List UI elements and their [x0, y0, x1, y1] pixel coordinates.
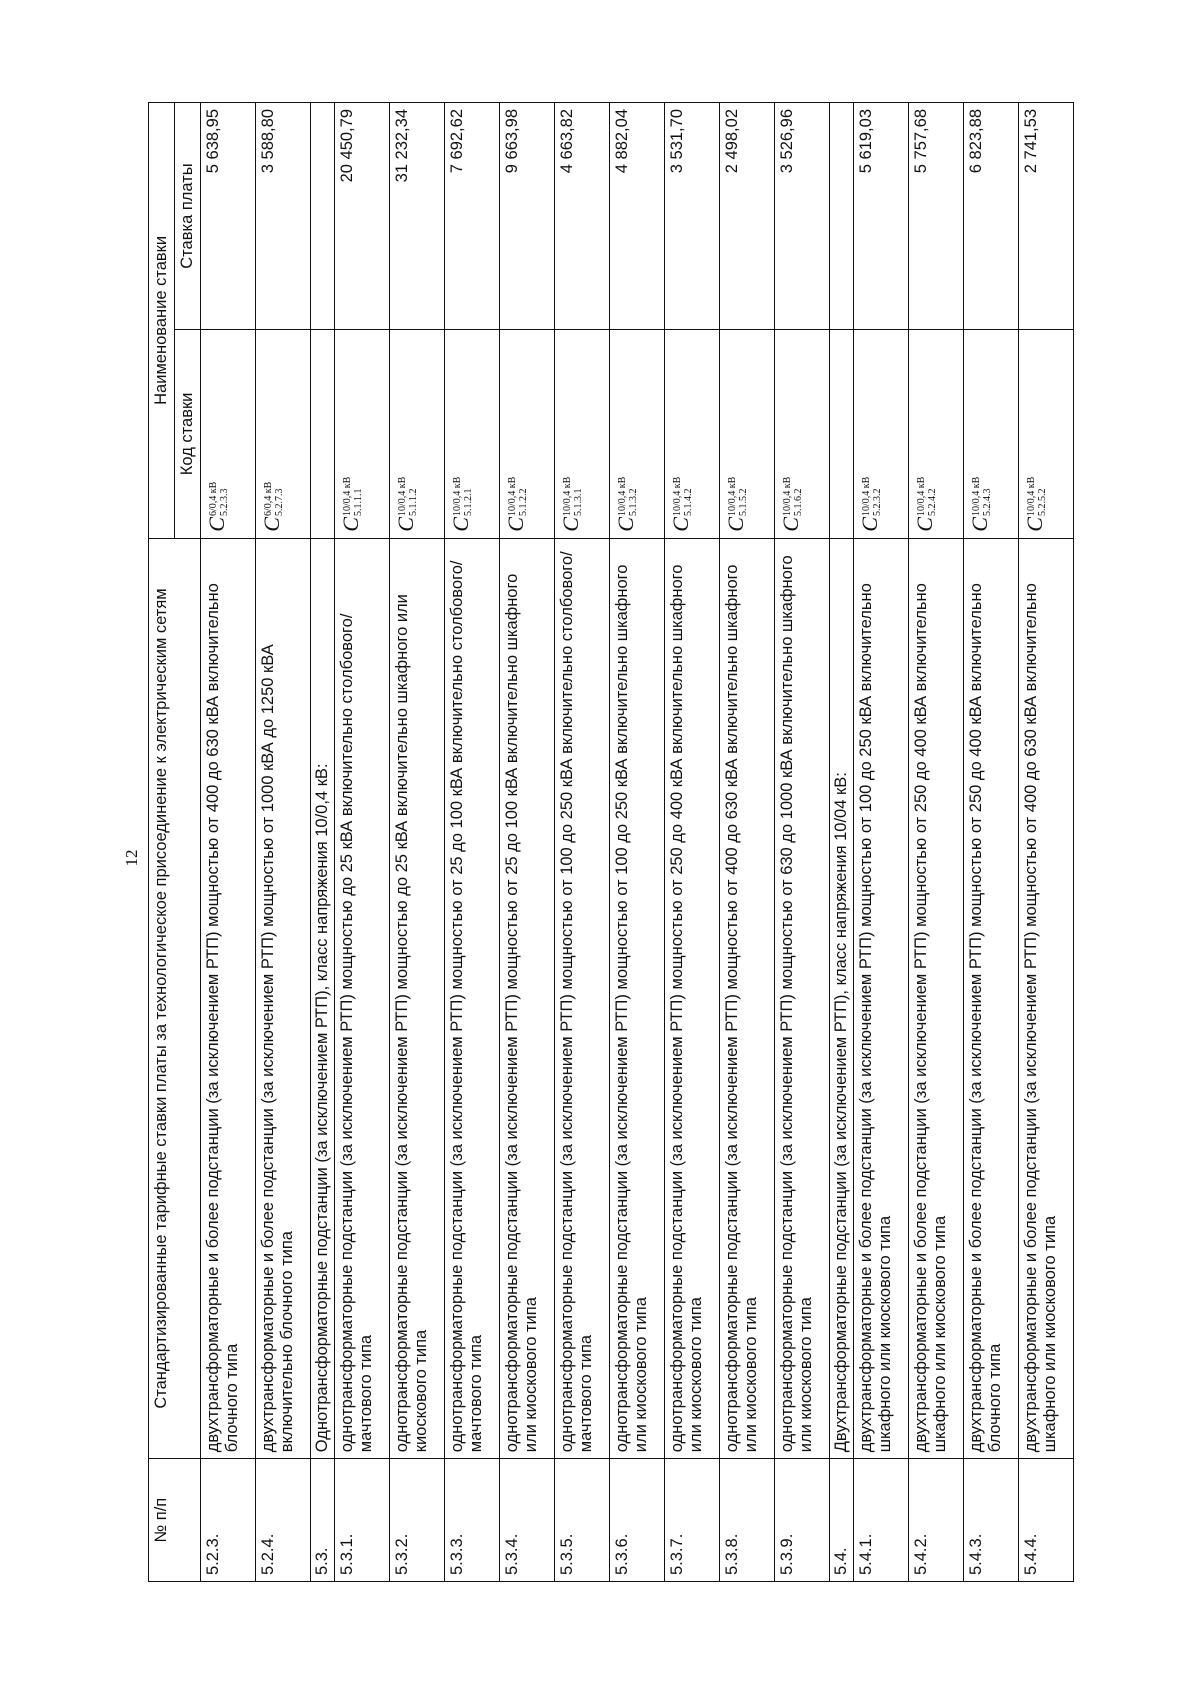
row-code [853, 330, 908, 539]
row-value: 3 531,70 [664, 103, 719, 330]
row-description: однотрансформаторные подстанции (за исключением РТП) мощностью от 100 до 250 кВА включительно столбового/мачтового типа [554, 538, 609, 1459]
rate-code-sup: 10/0,4 кВ [781, 476, 793, 517]
table-row [609, 103, 664, 1582]
row-code [719, 330, 774, 539]
table-row [499, 103, 554, 1582]
row-number: 5.2.3. [200, 1459, 255, 1582]
rate-code-sup: 10/0,4 кВ [451, 476, 463, 517]
row-description: однотрансформаторные подстанции (за исключением РТП) мощностью до 25 кВА включительно шкафного или киоскового типа [389, 538, 444, 1459]
section-row [310, 103, 334, 1582]
rate-code: C 10/0,4 кВ 5.1.1.2 [392, 476, 419, 532]
row-value: 4 663,82 [554, 103, 609, 330]
rate-code-sup: 10/0,4 кВ [915, 476, 927, 517]
row-code [908, 330, 963, 539]
table-row [853, 103, 908, 1582]
table-row [255, 103, 310, 1582]
table-row [1018, 103, 1073, 1582]
rate-code-sub: 5.1.2.2 [517, 488, 529, 517]
table-row [719, 103, 774, 1582]
rate-code: C 10/0,4 кВ 5.1.4.2 [667, 476, 694, 532]
rate-code-sup: 10/0,4 кВ [860, 476, 872, 517]
section-row [829, 103, 853, 1582]
row-number: 5.2.4. [255, 1459, 310, 1582]
row-code [444, 330, 499, 539]
table-row [554, 103, 609, 1582]
table-row [908, 103, 963, 1582]
row-number: 5.3.4. [499, 1459, 554, 1582]
row-value [310, 103, 334, 330]
rate-code-sub: 5.1.4.2 [682, 488, 694, 517]
row-description: двухтрансформаторные и более подстанции (за исключением РТП) мощностью от 250 до 400 кВА включительно шкафного или киоскового типа [908, 538, 963, 1459]
row-code [829, 330, 853, 539]
row-code [310, 330, 334, 539]
row-value: 4 882,04 [609, 103, 664, 330]
table-row [444, 103, 499, 1582]
rate-code: C 10/0,4 кВ 5.2.3.2 [856, 476, 883, 532]
row-number: 5.4.2. [908, 1459, 963, 1582]
header-value: Ставка платы [174, 103, 200, 330]
row-description: однотрансформаторные подстанции (за исключением РТП) мощностью от 25 до 100 кВА включительно шкафного или киоскового типа [499, 538, 554, 1459]
rate-code: C 10/0,4 кВ 5.2.4.2 [911, 476, 938, 532]
table-row [774, 103, 829, 1582]
rate-code-sup: 6/0,4 кВ [262, 481, 274, 517]
rate-code: C 10/0,4 кВ 5.1.5.2 [722, 476, 749, 532]
header-name: Стандартизированные тарифные ставки платы за технологическое присоединение к электрическим сетям [149, 538, 201, 1459]
rate-code-sup: 10/0,4 кВ [671, 476, 683, 517]
section-title: Однотрансформаторные подстанции (за исключением РТП), класс напряжения 10/0,4 кВ: [310, 538, 334, 1459]
row-description: однотрансформаторные подстанции (за исключением РТП) мощностью до 25 кВА включительно столбового/мачтового типа [334, 538, 389, 1459]
row-number: 5.4.1. [853, 1459, 908, 1582]
rate-code-sup: 10/0,4 кВ [726, 476, 738, 517]
rate-code: C 6/0,4 кВ 5.2.7.3 [258, 481, 285, 532]
rate-code-sub: 5.2.7.3 [273, 488, 285, 517]
row-code [200, 330, 255, 539]
row-code [963, 330, 1018, 539]
table-row [200, 103, 255, 1582]
rate-code: C 10/0,4 кВ 5.1.2.1 [447, 476, 474, 532]
row-description: однотрансформаторные подстанции (за исключением РТП) мощностью от 25 до 100 кВА включительно столбового/мачтового типа [444, 538, 499, 1459]
rate-code: C 10/0,4 кВ 5.1.1.1 [337, 476, 364, 532]
table-row [334, 103, 389, 1582]
header-code: Код ставки [174, 330, 200, 539]
section-title: Двухтрансформаторные подстанции (за исключением РТП), класс напряжения 10/04 кВ: [829, 538, 853, 1459]
rate-code: C 10/0,4 кВ 5.2.5.2 [1021, 476, 1048, 532]
row-value: 6 823,88 [963, 103, 1018, 330]
rate-code-sup: 10/0,4 кВ [396, 476, 408, 517]
row-value: 3 526,96 [774, 103, 829, 330]
row-number: 5.3.5. [554, 1459, 609, 1582]
rate-code: C 10/0,4 кВ 5.1.3.2 [612, 476, 639, 532]
rate-code-sub: 5.1.1.2 [407, 488, 419, 517]
rate-code-sub: 5.1.5.2 [737, 488, 749, 517]
rate-code: C 10/0,4 кВ 5.1.3.1 [557, 476, 584, 532]
row-description: двухтрансформаторные и более подстанции (за исключением РТП) мощностью от 400 до 630 кВА включительно блочного типа [200, 538, 255, 1459]
row-code [609, 330, 664, 539]
row-description: однотрансформаторные подстанции (за исключением РТП) мощностью от 100 до 250 кВА включительно шкафного или киоскового типа [609, 538, 664, 1459]
table-row [963, 103, 1018, 1582]
rate-code-sub: 5.2.3.3 [218, 488, 230, 517]
row-code [774, 330, 829, 539]
rate-code-sub: 5.2.4.3 [981, 488, 993, 517]
rotated-table-container [148, 102, 1148, 1582]
row-value: 9 663,98 [499, 103, 554, 330]
row-value: 7 692,62 [444, 103, 499, 330]
row-value: 31 232,34 [389, 103, 444, 330]
row-description: двухтрансформаторные и более подстанции (за исключением РТП) мощностью от 250 до 400 кВА включительно блочного типа [963, 538, 1018, 1459]
table-body [200, 103, 1073, 1582]
row-value: 5 638,95 [200, 103, 255, 330]
row-value: 3 588,80 [255, 103, 310, 330]
rate-code-sup: 6/0,4 кВ [207, 481, 219, 517]
rate-code-sub: 5.2.4.2 [926, 488, 938, 517]
row-number: 5.3.6. [609, 1459, 664, 1582]
row-number: 5.3.3. [444, 1459, 499, 1582]
header-row-1 [149, 103, 175, 1582]
row-number: 5.3.9. [774, 1459, 829, 1582]
row-value: 5 619,03 [853, 103, 908, 330]
row-description: однотрансформаторные подстанции (за исключением РТП) мощностью от 400 до 630 кВА включительно шкафного или киоскового типа [719, 538, 774, 1459]
rate-code-sub: 5.1.2.1 [462, 488, 474, 517]
row-code [334, 330, 389, 539]
rate-code-sub: 5.1.3.1 [572, 488, 584, 517]
rate-code: C 10/0,4 кВ 5.1.6.2 [777, 476, 804, 532]
rate-code: C 10/0,4 кВ 5.2.4.3 [966, 476, 993, 532]
row-number: 5.3.7. [664, 1459, 719, 1582]
rate-code-sup: 10/0,4 кВ [506, 476, 518, 517]
row-description: двухтрансформаторные и более подстанции (за исключением РТП) мощностью от 100 до 250 кВА включительно шкафного или киоскового типа [853, 538, 908, 1459]
row-number: 5.4.4. [1018, 1459, 1073, 1582]
rate-code-sup: 10/0,4 кВ [341, 476, 353, 517]
row-code [554, 330, 609, 539]
rate-code-sub: 5.1.6.2 [792, 488, 804, 517]
rate-code: C 10/0,4 кВ 5.1.2.2 [502, 476, 529, 532]
row-value [829, 103, 853, 330]
rate-code-sub: 5.1.1.1 [352, 488, 364, 517]
row-code [255, 330, 310, 539]
row-number: 5.4. [829, 1459, 853, 1582]
row-number: 5.3.2. [389, 1459, 444, 1582]
rate-code-sup: 10/0,4 кВ [1025, 476, 1037, 517]
header-rate-group: Наименование ставки [149, 103, 175, 539]
row-code [389, 330, 444, 539]
tariff-rates-table [148, 102, 1074, 1582]
row-code [1018, 330, 1073, 539]
rate-code-sub: 5.2.3.2 [871, 488, 883, 517]
rate-code-sup: 10/0,4 кВ [561, 476, 573, 517]
row-value: 2 741,53 [1018, 103, 1073, 330]
row-description: однотрансформаторные подстанции (за исключением РТП) мощностью от 250 до 400 кВА включительно шкафного или киоскового типа [664, 538, 719, 1459]
rate-code: C 6/0,4 кВ 5.2.3.3 [203, 481, 230, 532]
row-description: двухтрансформаторные и более подстанции (за исключением РТП) мощностью от 1000 кВА до 1250 кВА включительно блочного типа [255, 538, 310, 1459]
rate-code-sup: 10/0,4 кВ [616, 476, 628, 517]
row-number: 5.4.3. [963, 1459, 1018, 1582]
row-description: однотрансформаторные подстанции (за исключением РТП) мощностью от 630 до 1000 кВА включительно шкафного или киоскового типа [774, 538, 829, 1459]
row-value: 20 450,79 [334, 103, 389, 330]
page-number: 12 [122, 849, 141, 867]
row-number: 5.3.1. [334, 1459, 389, 1582]
row-value: 2 498,02 [719, 103, 774, 330]
header-number: № п/п [149, 1459, 201, 1582]
row-description: двухтрансформаторные и более подстанции (за исключением РТП) мощностью от 400 до 630 кВА включительно шкафного или киоскового типа [1018, 538, 1073, 1459]
rate-code-sub: 5.2.5.2 [1036, 488, 1048, 517]
row-code [664, 330, 719, 539]
rate-code-sub: 5.1.3.2 [627, 488, 639, 517]
table-row [664, 103, 719, 1582]
row-code [499, 330, 554, 539]
table-row [389, 103, 444, 1582]
row-value: 5 757,68 [908, 103, 963, 330]
rate-code-sup: 10/0,4 кВ [970, 476, 982, 517]
row-number: 5.3. [310, 1459, 334, 1582]
row-number: 5.3.8. [719, 1459, 774, 1582]
